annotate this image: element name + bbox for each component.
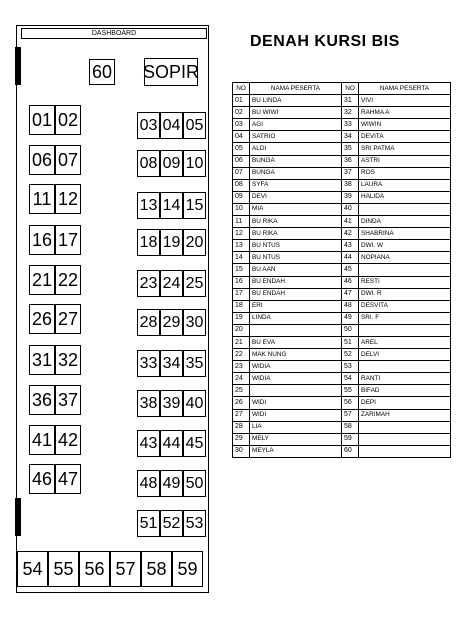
seat: 19 [160,229,183,256]
seat-number-cell: 02 [233,107,250,119]
participant-name-cell [359,421,451,433]
table-row [233,191,451,203]
participant-name-cell: BU AAN [250,264,342,276]
seat: 11 [29,184,55,214]
table-row [233,445,451,457]
table-row [233,373,451,385]
seat: 44 [160,430,183,457]
participant-name-cell: LAURA [359,179,451,191]
seat-number-cell: 28 [233,421,250,433]
participant-name-cell: HALIDA [359,191,451,203]
seat-number-cell: 14 [233,252,250,264]
seat: 29 [160,309,183,336]
seat-number-cell: 09 [233,191,250,203]
seat-number-cell: 21 [233,336,250,348]
seat: 41 [29,425,55,455]
seat: 57 [110,551,141,587]
participant-name-cell: MEYLA [250,445,342,457]
seat-number-cell: 35 [342,143,359,155]
participant-name-cell: MIA [250,203,342,215]
seat: 02 [55,105,81,135]
participant-name-cell: WIDI [250,409,342,421]
seat-number-cell: 49 [342,312,359,324]
table-row [233,167,451,179]
table-row [233,349,451,361]
participant-name-cell: BIFAD [359,385,451,397]
seat-number-cell: 08 [233,179,250,191]
table-row [233,143,451,155]
seat-number-cell: 12 [233,228,250,240]
seat-number-cell: 46 [342,276,359,288]
participant-name-cell: DEVI [250,191,342,203]
participant-name-cell: ZARIMAH [359,409,451,421]
participant-name-cell: RESTI [359,276,451,288]
participant-name-cell: AGI [250,119,342,131]
seat-number-cell: 41 [342,216,359,228]
seat: 10 [183,150,206,177]
seat: 31 [29,345,55,375]
participant-name-cell: DEVITA [359,131,451,143]
seat-number-cell: 45 [342,264,359,276]
seat-number-cell: 15 [233,264,250,276]
table-row [233,336,451,348]
header-no: NO [342,83,359,95]
participant-name-cell [359,433,451,445]
table-row [233,409,451,421]
seat-number-cell: 19 [233,312,250,324]
table-row [233,300,451,312]
table-row [233,95,451,107]
seat-number-cell: 55 [342,385,359,397]
seat: 17 [55,225,81,255]
seat: 34 [160,350,183,377]
table-row [233,264,451,276]
seat: 22 [55,265,81,295]
seat-number-cell: 54 [342,373,359,385]
participant-name-cell: BU NTUS [250,240,342,252]
seat: 52 [160,510,183,537]
participant-name-cell: NOPIANA [359,252,451,264]
participant-name-cell: DWI. R [359,288,451,300]
seat: 21 [29,265,55,295]
seat-number-cell: 51 [342,336,359,348]
seat: 03 [137,112,160,139]
seat-number-cell: 57 [342,409,359,421]
participant-name-cell: LIA [250,421,342,433]
table-row [233,203,451,215]
seat: 50 [183,470,206,497]
participant-name-cell: WIWIN [359,119,451,131]
seat: 28 [137,309,160,336]
seat: 13 [137,192,160,219]
participant-name-cell: BU RIKA [250,228,342,240]
participant-name-cell [359,324,451,336]
seat: 24 [160,270,183,297]
participant-name-cell: BU RIKA [250,216,342,228]
table-row [233,179,451,191]
seat: 09 [160,150,183,177]
header-name: NAMA PESERTA [359,83,451,95]
header-name: NAMA PESERTA [250,83,342,95]
seat: 36 [29,385,55,415]
participant-name-cell [250,385,342,397]
seat-number-cell: 34 [342,131,359,143]
seat: 06 [29,145,55,175]
seat-number-cell: 05 [233,143,250,155]
seat: 42 [55,425,81,455]
participant-name-cell: DINDA [359,216,451,228]
table-row [233,276,451,288]
seat-number-cell: 18 [233,300,250,312]
participant-name-cell: BU WIWI [250,107,342,119]
seat: 15 [183,192,206,219]
seat-number-cell: 48 [342,300,359,312]
seat-number-cell: 07 [233,167,250,179]
table-row [233,312,451,324]
seat-number-cell: 01 [233,95,250,107]
participant-name-cell: DEPI [359,397,451,409]
seat: 38 [137,390,160,417]
seat: 07 [55,145,81,175]
seat-number-cell: 30 [233,445,250,457]
seat-number-cell: 25 [233,385,250,397]
seat: 08 [137,150,160,177]
seat: 59 [172,551,203,587]
participant-name-cell: MELY [250,433,342,445]
participant-name-cell: SYFA [250,179,342,191]
seat: 18 [137,229,160,256]
seat-number-cell: 11 [233,216,250,228]
participant-name-cell [359,203,451,215]
seat: 20 [183,229,206,256]
seat: 37 [55,385,81,415]
participant-name-cell [359,264,451,276]
seat-number-cell: 17 [233,288,250,300]
table-row [233,324,451,336]
participant-name-cell: RANTI [359,373,451,385]
seat: 23 [137,270,160,297]
seat-number-cell: 23 [233,361,250,373]
seat-number-cell: 31 [342,95,359,107]
table-row [233,252,451,264]
seat-number-cell: 39 [342,191,359,203]
seat: 47 [55,464,81,494]
seat-number-cell: 38 [342,179,359,191]
seat: 48 [137,470,160,497]
seat: 14 [160,192,183,219]
participant-name-cell: BUNGA [250,155,342,167]
participant-name-cell: AREL [359,336,451,348]
seat-number-cell: 42 [342,228,359,240]
seat-number-cell: 27 [233,409,250,421]
seat: 51 [137,510,160,537]
seat: 30 [183,309,206,336]
participant-name-cell: WIDIA [250,361,342,373]
participant-name-cell: DELVI [359,349,451,361]
header-no: NO [233,83,250,95]
seat-number-cell: 47 [342,288,359,300]
seat: 46 [29,464,55,494]
seat-number-cell: 59 [342,433,359,445]
seat: 25 [183,270,206,297]
seat-number-cell: 58 [342,421,359,433]
seat: 27 [55,304,81,334]
page-title: DENAH KURSI BIS [250,33,400,50]
participant-name-cell: DESVITA [359,300,451,312]
table-row [233,397,451,409]
table-row [233,385,451,397]
seat: 01 [29,105,55,135]
participant-name-cell: BUNGA [250,167,342,179]
participant-name-cell [359,445,451,457]
seat: 43 [137,430,160,457]
seat-number-cell: 50 [342,324,359,336]
participant-table [232,82,451,458]
seat: 39 [160,390,183,417]
seat: 33 [137,350,160,377]
seat: 04 [160,112,183,139]
participant-name-cell: BU EVA [250,336,342,348]
seat: 12 [55,184,81,214]
seat-number-cell: 53 [342,361,359,373]
participant-name-cell: MAK NUNG [250,349,342,361]
seat: 49 [160,470,183,497]
table-row [233,155,451,167]
participant-name-cell: SRI. F [359,312,451,324]
seat-number-cell: 24 [233,373,250,385]
seat-number-cell: 20 [233,324,250,336]
seat: 35 [183,350,206,377]
participant-name-cell: ALDI [250,143,342,155]
seat-number-cell: 29 [233,433,250,445]
participant-name-cell: WIDI [250,397,342,409]
participant-name-cell: WIDIA [250,373,342,385]
seat-number-cell: 04 [233,131,250,143]
driver-seat-label: SOPIR [144,58,198,86]
seat: 05 [183,112,206,139]
seat: 40 [183,390,206,417]
seat-number-cell: 06 [233,155,250,167]
table-row [233,288,451,300]
seat: 58 [141,551,172,587]
participant-name-cell: BU NTUS [250,252,342,264]
seat-number-cell: 36 [342,155,359,167]
table-header-row [233,83,451,95]
table-row [233,107,451,119]
participant-name-cell [250,324,342,336]
seat-number-cell: 43 [342,240,359,252]
seat-number-cell: 60 [342,445,359,457]
participant-name-cell: BU LINDA [250,95,342,107]
front-door [15,47,21,85]
seat-number-cell: 22 [233,349,250,361]
participant-name-cell: BU ENDAH [250,276,342,288]
table-row [233,131,451,143]
seat-number-cell: 33 [342,119,359,131]
participant-name-cell: ROS [359,167,451,179]
seat: 54 [17,551,48,587]
seat: 32 [55,345,81,375]
seat-number-cell: 37 [342,167,359,179]
seat: 55 [48,551,79,587]
participant-name-cell: SHABRINA [359,228,451,240]
seat: 53 [183,510,206,537]
participant-name-cell: ERI [250,300,342,312]
participant-name-cell: BU ENDAH [250,288,342,300]
participant-name-cell: SATRIO [250,131,342,143]
seat-number-cell: 10 [233,203,250,215]
seat: 45 [183,430,206,457]
seat-number-cell: 44 [342,252,359,264]
participant-name-cell [359,361,451,373]
seat: 26 [29,304,55,334]
seat-number-cell: 56 [342,397,359,409]
seat: 16 [29,225,55,255]
participant-name-cell: LINDA [250,312,342,324]
participant-name-cell: VIVI [359,95,451,107]
seat: 56 [79,551,110,587]
table-row [233,119,451,131]
seat-number-cell: 26 [233,397,250,409]
seat-number-cell: 16 [233,276,250,288]
table-row [233,240,451,252]
dashboard-label: DASHBOARD [21,28,207,39]
table-row [233,361,451,373]
table-row [233,421,451,433]
participant-name-cell: ASTRI [359,155,451,167]
rear-door [15,498,21,536]
participant-name-cell: RAHMA A [359,107,451,119]
seat-number-cell: 13 [233,240,250,252]
participant-name-cell: SRI PATMA [359,143,451,155]
table-row [233,228,451,240]
seat-number-cell: 40 [342,203,359,215]
participant-name-cell: DWI. W [359,240,451,252]
seat-number-cell: 52 [342,349,359,361]
table-row [233,216,451,228]
driver-seat-number: 60 [89,59,115,85]
seat-number-cell: 03 [233,119,250,131]
table-row [233,433,451,445]
seat-number-cell: 32 [342,107,359,119]
